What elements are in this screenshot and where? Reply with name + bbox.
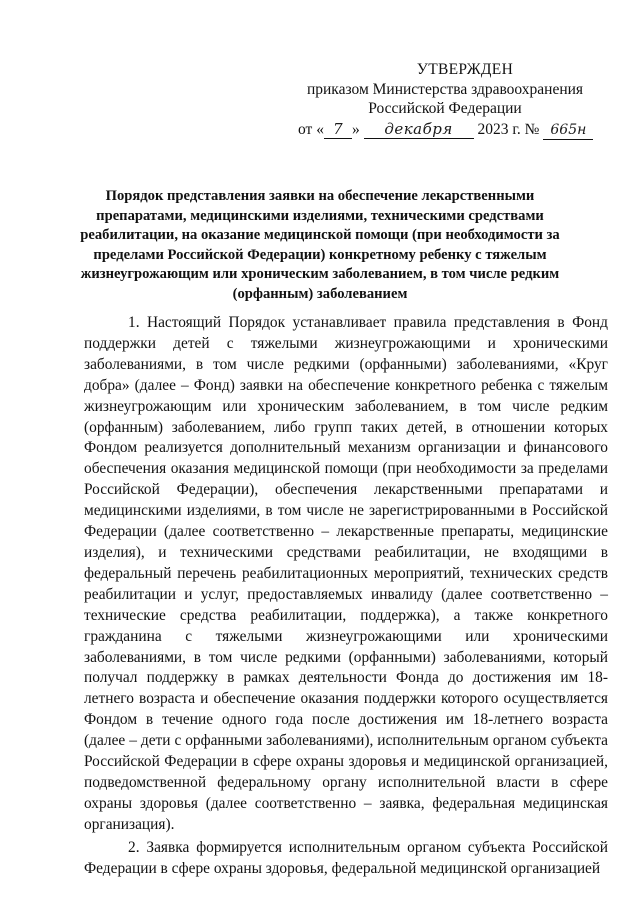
approval-block (280, 60, 610, 140)
paragraph-1: 1. Настоящий Порядок устанавливает правила представления в Фонд поддержки детей с тяжелыми жизнеугрожающими и хроническими заболеваниями, в том числе редкими (орфанными) заболеваниями, «Круг добра» (далее – Фонд) заявки на обеспечение конкретного ребенка с тяжелым жизнеугрожающим или хроническим заболеванием, в том числе редким (орфанным) заболеванием, либо групп таких детей, в отношении которых Фондом реализуется дополнительный механизм организации и финансового обеспечения оказания медицинской помощи (при необходимости за пределами Российской Федерации), обеспечения лекарственными препаратами и медицинскими изделиями, в том числе не зарегистрированными в Российской Федерации (далее соответственно – лекарственные препараты, медицинские изделия), и техническими средствами реабилитации, не входящими в федеральный перечень реабилитационных мероприятий, технических средств реабилитации и услуг, предоставляемых инвалиду (далее соответственно – технические средства реабилитации, поддержка), а также конкретного гражданина с тяжелыми жизнеугрожающими или хроническими заболеваниями, в том числе редкими (орфанными) заболеваниями, который получал поддержку в рамках деятельности Фонда до достижения им 18-летнего возраста и обеспечение оказания поддержки которого осуществляется Фондом в течение одного года после достижения им 18-летнего возраста (далее – дети с орфанными заболеваниями), исполнительным органом субъекта Российской Федерации в сфере охраны здоровья и медицинской организацией, подведомственной федеральному органу исполнительной власти в сфере охраны здоровья (далее соответственно – заявка, федеральная медицинская организация). (84, 314, 608, 833)
handwritten-month: декабря (364, 120, 474, 139)
handwritten-day: 7 (324, 120, 352, 139)
document-title: Порядок представления заявки на обеспечение лекарственными препаратами, медицинскими изделиями, техническими средствами реабилитации, на оказание медицинской помощи (при необходимости за пределами Российской Федерации) конкретному ребенку с тяжелым жизнеугрожающим или хроническим заболеванием, в том числе редким (орфанным) заболеванием (80, 188, 560, 302)
handwritten-order-number: 665н (543, 121, 593, 140)
date-mid: » (351, 120, 360, 138)
date-prefix: от « (298, 120, 324, 138)
approval-order-line: приказом Министерства здравоохранения (306, 80, 584, 98)
document-body (84, 313, 608, 879)
approval-ministry-line: Российской Федерации (368, 100, 522, 117)
paragraph-2: 2. Заявка формируется исполнительным органом субъекта Российской Федерации в сфере охраны здоровья, федеральной медицинской организацией (84, 838, 608, 877)
approval-heading: УТВЕРЖДЕН (416, 61, 514, 78)
year-text: 2023 г. № (477, 120, 540, 138)
approval-date-line (280, 120, 610, 140)
